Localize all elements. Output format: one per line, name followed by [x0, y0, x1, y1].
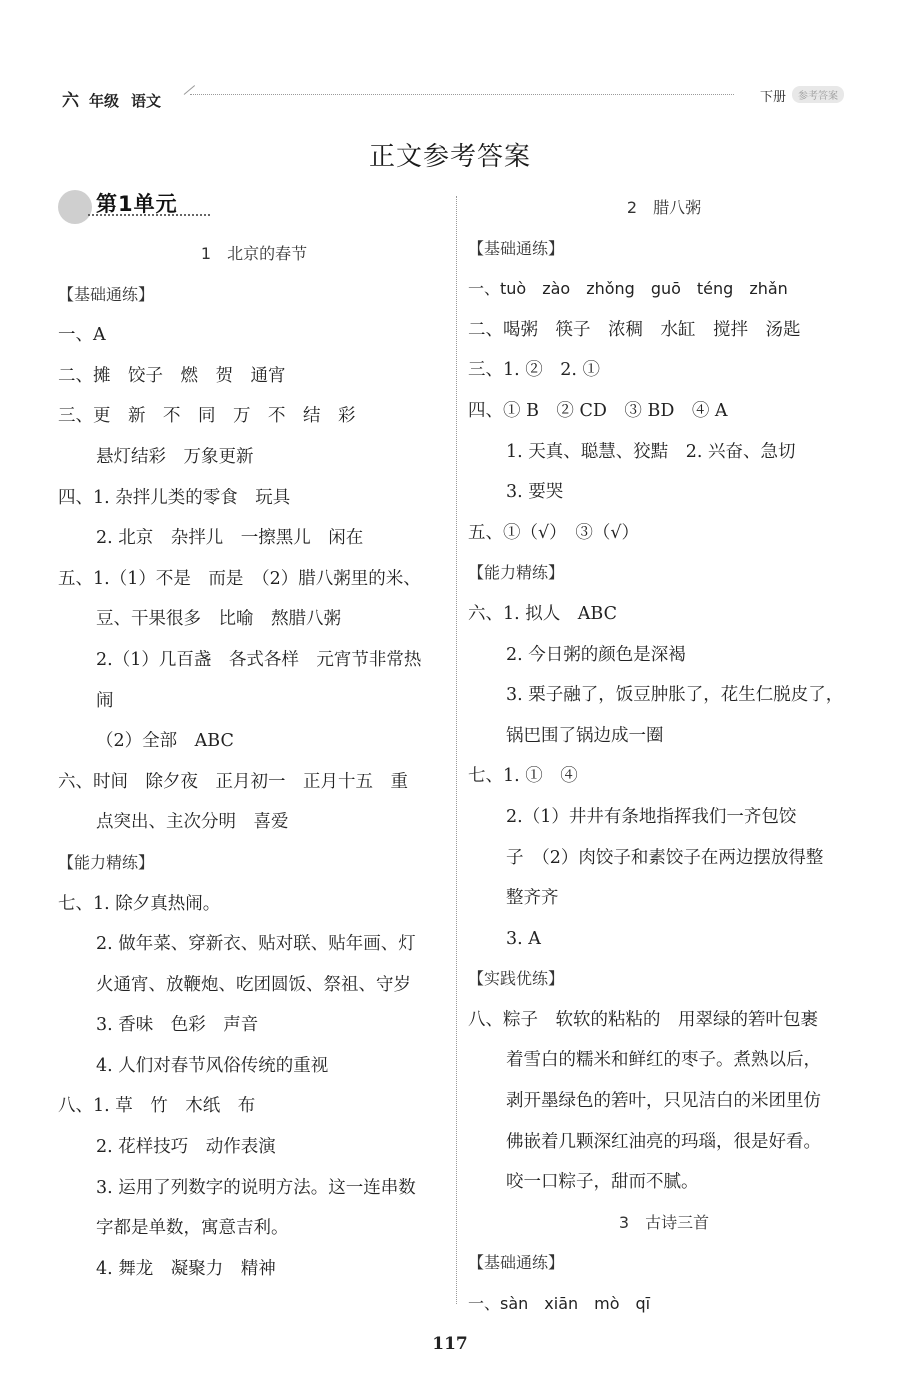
left-answer-line: 点突出、主次分明 喜爱 [96, 812, 289, 833]
unit-circle-icon [58, 190, 92, 224]
right-answer-line: 【能力精练】 [468, 563, 565, 583]
right-answer-lines [468, 188, 860, 1325]
header-volume [760, 86, 844, 105]
left-answer-line: 四、1. 杂拌儿类的零食 玩具 [58, 487, 291, 508]
column-divider [456, 196, 457, 1304]
left-answer-line: 2.（1）几百盏 各式各样 元宵节非常热 [96, 649, 422, 670]
page-header [62, 86, 844, 114]
left-answer-line: 3. 运用了列数字的说明方法。这一连串数 [96, 1177, 416, 1198]
left-answer-line: 八、1. 草 竹 木纸 布 [58, 1096, 256, 1117]
left-answer-line: 【基础通练】 [58, 284, 155, 304]
right-answer-line: 六、1. 拟人 ABC [468, 603, 617, 624]
header-answer-badge: 参考答案 [792, 86, 844, 103]
left-answer-line: 火通宵、放鞭炮、吃团圆饭、祭祖、守岁 [96, 974, 411, 995]
right-column [468, 188, 860, 1325]
left-answer-line: 3. 香味 色彩 声音 [96, 1015, 259, 1036]
unit-dotted-underline [88, 214, 210, 216]
header-grade: 六 [62, 91, 79, 111]
page-number: 117 [432, 1334, 468, 1354]
left-answer-line: 1 北京的春节 [200, 244, 308, 263]
right-answer-line: 1. 天真、聪慧、狡黠 2. 兴奋、急切 [506, 441, 796, 462]
header-grade-subject [62, 86, 161, 111]
right-answer-line: 着雪白的糯米和鲜红的枣子。煮熟以后， [506, 1050, 821, 1071]
unit-heading [58, 188, 450, 228]
left-answer-line: 五、1.（1）不是 而是 （2）腊八粥里的米、 [58, 568, 421, 589]
right-answer-line: 二、喝粥 筷子 浓稠 水缸 搅拌 汤匙 [468, 319, 801, 340]
left-answer-line: 2. 花样技巧 动作表演 [96, 1137, 276, 1158]
right-answer-line: 【实践优练】 [468, 969, 565, 989]
header-subject: 语文 [131, 92, 162, 110]
left-answer-line: 三、更 新 不 同 万 不 结 彩 [58, 406, 356, 427]
header-grade-suffix: 年级 [89, 92, 120, 110]
left-answer-line: 六、时间 除夕夜 正月初一 正月十五 重 [58, 771, 408, 792]
right-answer-line: 2. 今日粥的颜色是深褐 [506, 644, 686, 665]
right-answer-line: 锅巴围了锅边成一圈 [506, 725, 664, 746]
left-answer-line: 豆、干果很多 比喻 熬腊八粥 [96, 609, 341, 630]
left-column [58, 188, 450, 1289]
right-answer-line: 3. 栗子融了，饭豆肿胀了，花生仁脱皮了， [506, 685, 844, 706]
right-answer-line: 佛嵌着几颗深红油亮的玛瑙，很是好看。 [506, 1131, 821, 1152]
right-answer-line: 3 古诗三首 [618, 1212, 710, 1232]
right-answer-line: 八、粽子 软软的粘粘的 用翠绿的箬叶包裹 [468, 1009, 818, 1030]
left-answer-line: 【能力精练】 [58, 852, 155, 872]
left-answer-lines [58, 234, 450, 1289]
header-volume-label: 下册 [759, 90, 786, 105]
left-answer-line: 二、摊 饺子 燃 贺 通宵 [58, 365, 286, 386]
right-answer-line: 【基础通练】 [468, 238, 565, 258]
header-dotted-rule [190, 94, 734, 95]
right-answer-line: 【基础通练】 [468, 1253, 565, 1273]
right-answer-line: 四、① B ② CD ③ BD ④ A [468, 400, 728, 421]
left-answer-line: 2. 做年菜、穿新衣、贴对联、贴年画、灯 [96, 934, 416, 955]
left-answer-line: （2）全部 ABC [96, 731, 234, 752]
right-answer-line: 七、1. ① ④ [468, 766, 578, 787]
right-answer-line: 一、tuò zào zhǒng guō téng zhǎn [468, 279, 788, 299]
left-answer-line: 4. 舞龙 凝聚力 精神 [96, 1258, 276, 1279]
right-answer-line: 2 腊八粥 [626, 198, 702, 217]
left-answer-line: 七、1. 除夕真热闹。 [58, 893, 221, 914]
right-answer-line: 咬一口粽子，甜而不腻。 [506, 1172, 699, 1193]
left-answer-line: 一、A [58, 325, 106, 346]
left-answer-line: 2. 北京 杂拌儿 一擦黑儿 闲在 [96, 528, 364, 549]
right-answer-line: 剥开墨绿色的箬叶，只见洁白的米团里仿 [506, 1091, 821, 1112]
right-answer-line: 五、①（√） ③（√） [468, 522, 640, 543]
left-answer-line: 4. 人们对春节风俗传统的重视 [96, 1055, 329, 1076]
page-title: 正文参考答案 [368, 142, 531, 172]
right-answer-line: 3. A [506, 928, 541, 949]
right-answer-line: 整齐齐 [506, 888, 559, 909]
left-answer-line: 闹 [96, 690, 114, 711]
right-answer-line: 2.（1）井井有条地指挥我们一齐包饺 [506, 806, 797, 827]
right-answer-line: 子 （2）肉饺子和素饺子在两边摆放得整 [506, 847, 824, 868]
right-answer-line: 3. 要哭 [506, 482, 564, 503]
right-answer-line: 三、1. ② 2. ① [468, 360, 601, 381]
unit-title: 第1单元 [96, 192, 178, 216]
right-answer-line: 一、sàn xiān mò qī [468, 1294, 651, 1314]
left-answer-line: 悬灯结彩 万象更新 [96, 446, 254, 467]
left-answer-line: 字都是单数，寓意吉利。 [96, 1218, 289, 1239]
